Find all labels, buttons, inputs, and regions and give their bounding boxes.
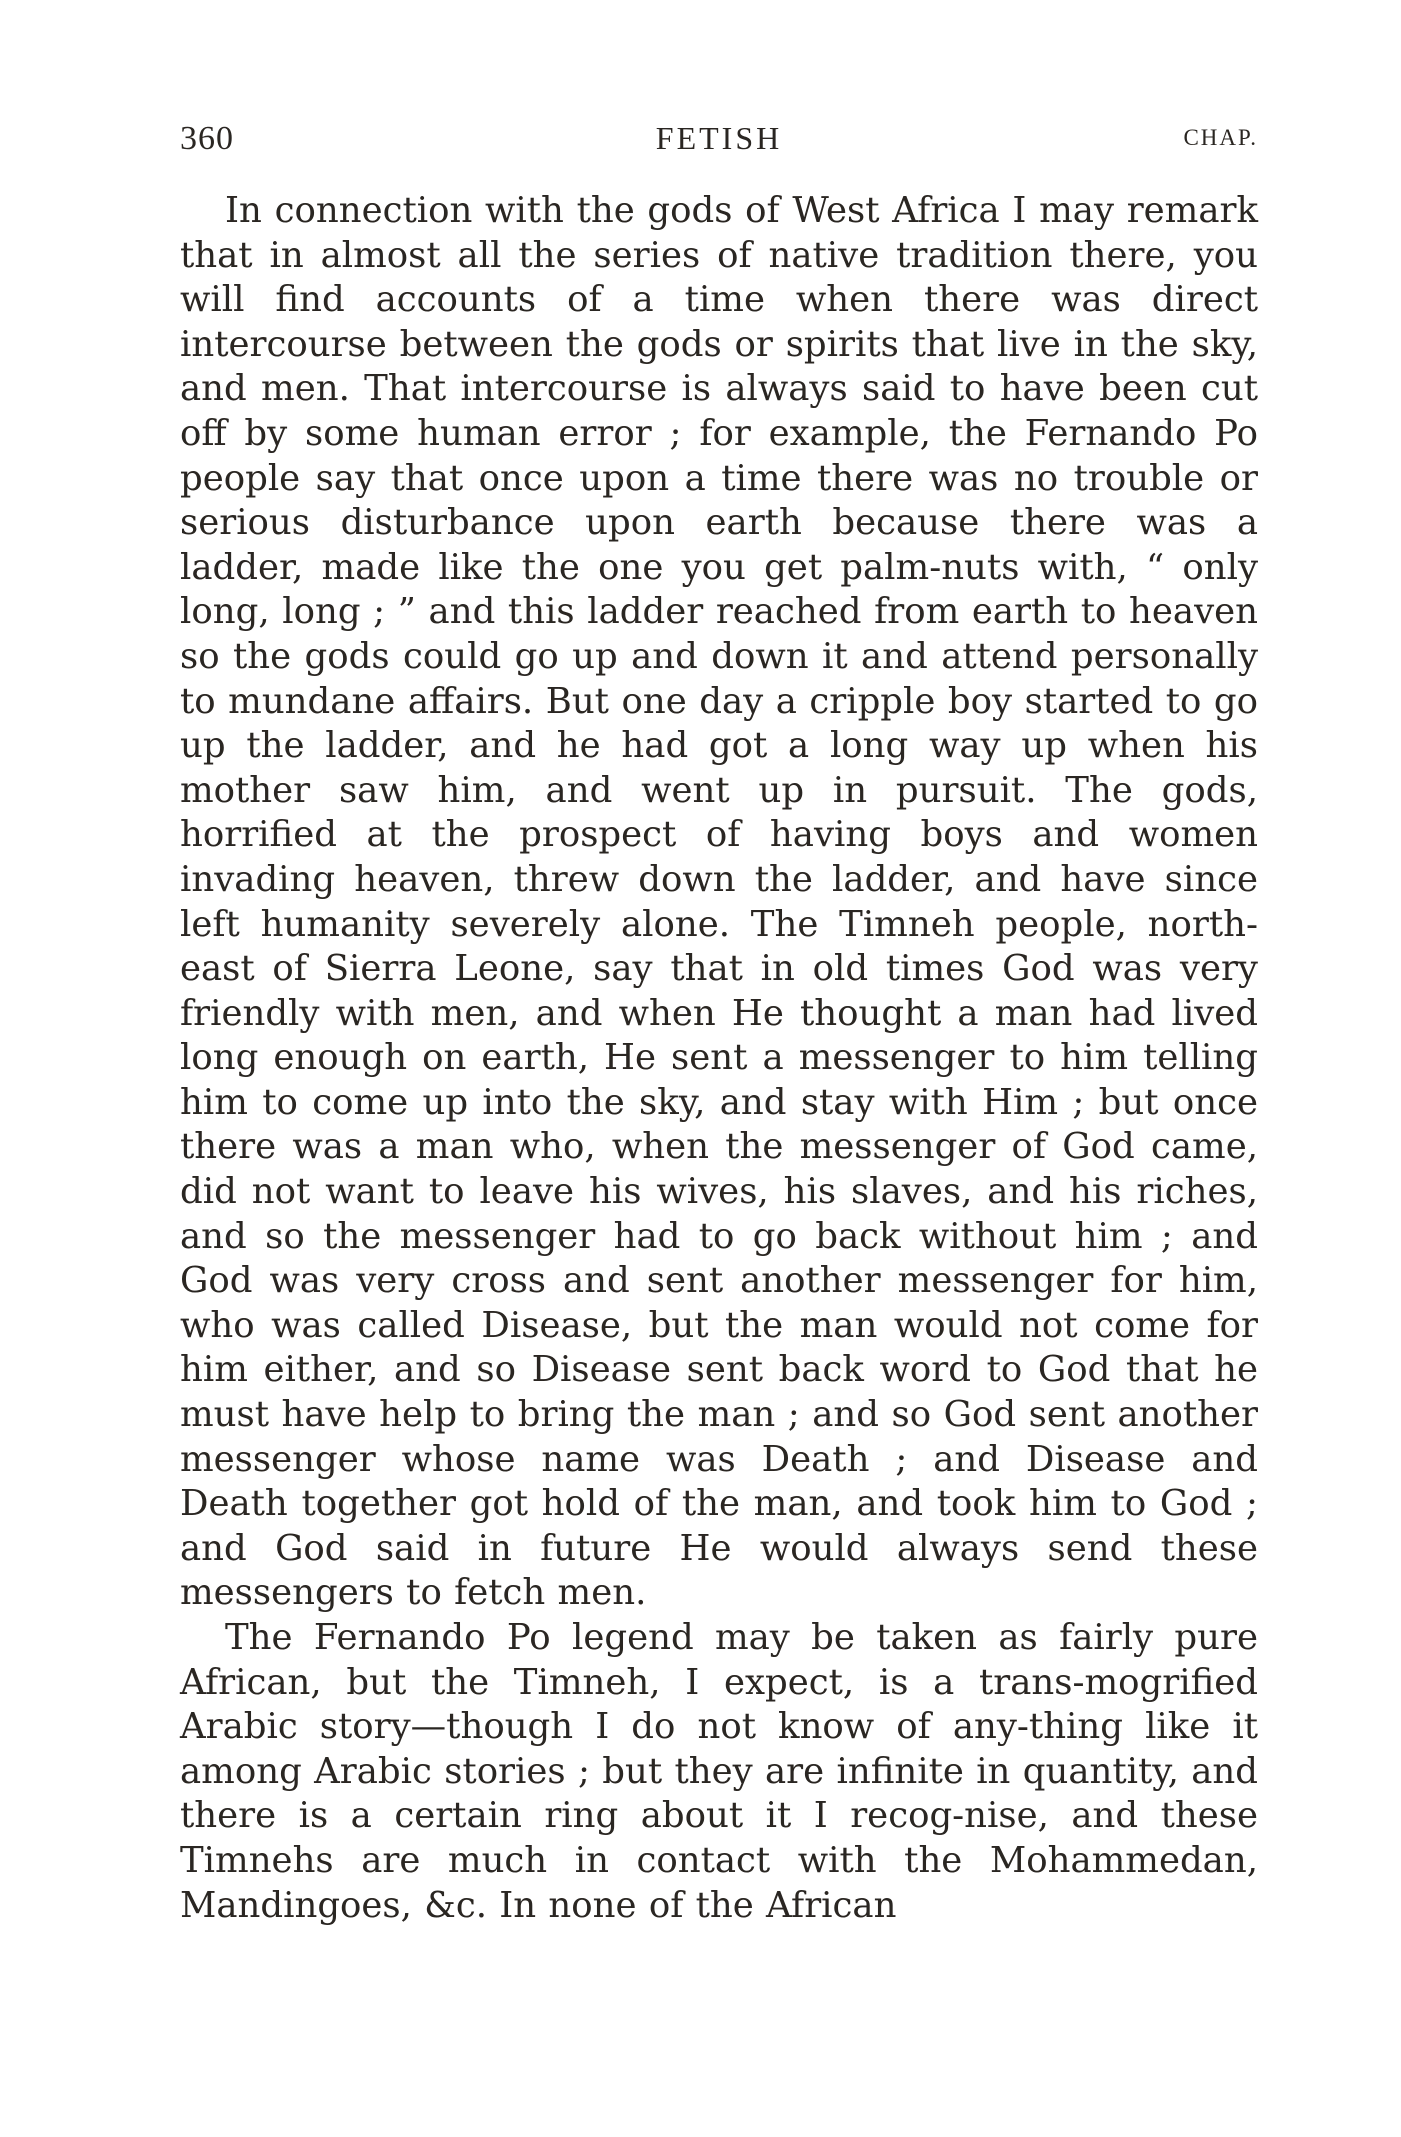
body-text <box>180 189 1258 1928</box>
paragraph-fernando-po-legend: The Fernando Po legend may be taken as fairly pure African, but the Timneh, I expect, is a trans-mogrified Arabic story—though I do not know of any-thing like it among Arabic stories ; but they are infinite in quantity, and there is a certain ring about it I recog-nise, and these Timnehs are much in contact with the Mohammedan, Mandingoes, &c. In none of the African <box>180 1617 1258 1926</box>
running-title: FETISH <box>655 120 783 156</box>
chapter-label: CHAP. <box>1183 125 1258 150</box>
paragraph-gods-tradition: In connection with the gods of West Africa I may remark that in almost all the series of native tradition there, you will find accounts of a time when there was direct intercourse between the gods or spirits that live in the sky, and men. That intercourse is always said to have been cut off by some human error ; for example, the Fernando Po people say that once upon a time there was no trouble or serious disturbance upon earth because there was a ladder, made like the one you get palm-nuts with, “ only long, long ; ” and this ladder reached from earth to heaven so the gods could go up and down it and attend personally to mundane affairs. But one day a cripple boy started to go up the ladder, and he had got a long way up when his mother saw him, and went up in pursuit. The gods, horrified at the prospect of having boys and women invading heaven, threw down the ladder, and have since left humanity severely alone. The Timneh people, north-east of Sierra Leone, say that in old times God was very friendly with men, and when He thought a man had lived long enough on earth, He sent a messenger to him telling him to come up into the sky, and stay with Him ; but once there was a man who, when the messenger of God came, did not want to leave his wives, his slaves, and his riches, and so the messenger had to go back without him ; and God was very cross and sent another messenger for him, who was called Disease, but the man would not come for him either, and so Disease sent back word to God that he must have help to bring the man ; and so God sent another messenger whose name was Death ; and Disease and Death together got hold of the man, and took him to God ; and God said in future He would always send these messengers to fetch men. <box>180 190 1258 1614</box>
running-header <box>180 118 1258 168</box>
page-number: 360 <box>180 120 234 157</box>
